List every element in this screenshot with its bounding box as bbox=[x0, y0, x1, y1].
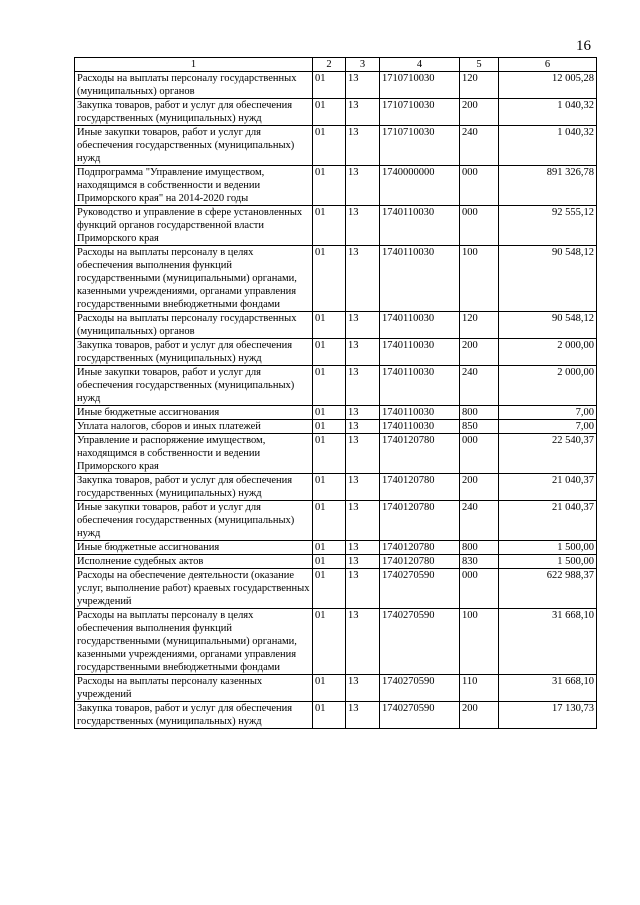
row-target-article-cell: 1740270590 bbox=[380, 609, 460, 675]
row-expense-type-cell: 240 bbox=[460, 126, 499, 166]
row-name-cell: Иные бюджетные ассигнования bbox=[75, 406, 313, 420]
row-expense-type-cell: 120 bbox=[460, 312, 499, 339]
row-expense-type-cell: 100 bbox=[460, 609, 499, 675]
table-row bbox=[75, 702, 597, 729]
row-name-cell: Расходы на выплаты персоналу казенных учреждений bbox=[75, 675, 313, 702]
row-target-article-cell: 1740110030 bbox=[380, 420, 460, 434]
row-subsection-cell: 13 bbox=[346, 474, 380, 501]
row-subsection-cell: 13 bbox=[346, 675, 380, 702]
row-expense-type-cell: 200 bbox=[460, 474, 499, 501]
row-expense-type-cell: 000 bbox=[460, 569, 499, 609]
table-row bbox=[75, 166, 597, 206]
row-section-cell: 01 bbox=[313, 501, 346, 541]
row-subsection-cell: 13 bbox=[346, 569, 380, 609]
table-row bbox=[75, 609, 597, 675]
table-row bbox=[75, 569, 597, 609]
row-section-cell: 01 bbox=[313, 569, 346, 609]
row-target-article-cell: 1740000000 bbox=[380, 166, 460, 206]
row-subsection-cell: 13 bbox=[346, 312, 380, 339]
row-expense-type-cell: 120 bbox=[460, 72, 499, 99]
row-amount-cell: 21 040,37 bbox=[499, 501, 597, 541]
column-header: 5 bbox=[460, 58, 499, 72]
row-name-cell: Исполнение судебных актов bbox=[75, 555, 313, 569]
row-name-cell: Расходы на обеспечение деятельности (оказание услуг, выполнение работ) краевых государственных учреждений bbox=[75, 569, 313, 609]
row-name-cell: Расходы на выплаты персоналу в целях обеспечения выполнения функций государственными (муниципальными) органами, казенными учреждениями, органами управления государственными внебюджетными фондами bbox=[75, 609, 313, 675]
header-row bbox=[75, 58, 597, 72]
row-amount-cell: 2 000,00 bbox=[499, 339, 597, 366]
row-section-cell: 01 bbox=[313, 99, 346, 126]
column-header: 1 bbox=[75, 58, 313, 72]
row-subsection-cell: 13 bbox=[346, 339, 380, 366]
row-expense-type-cell: 200 bbox=[460, 702, 499, 729]
row-expense-type-cell: 800 bbox=[460, 406, 499, 420]
row-subsection-cell: 13 bbox=[346, 99, 380, 126]
row-section-cell: 01 bbox=[313, 366, 346, 406]
row-subsection-cell: 13 bbox=[346, 420, 380, 434]
row-target-article-cell: 1740120780 bbox=[380, 474, 460, 501]
row-target-article-cell: 1740110030 bbox=[380, 406, 460, 420]
row-section-cell: 01 bbox=[313, 555, 346, 569]
table-row bbox=[75, 420, 597, 434]
row-expense-type-cell: 100 bbox=[460, 246, 499, 312]
row-section-cell: 01 bbox=[313, 609, 346, 675]
row-target-article-cell: 1740120780 bbox=[380, 555, 460, 569]
row-target-article-cell: 1740270590 bbox=[380, 702, 460, 729]
row-target-article-cell: 1740270590 bbox=[380, 569, 460, 609]
table-row bbox=[75, 406, 597, 420]
column-header: 3 bbox=[346, 58, 380, 72]
row-name-cell: Закупка товаров, работ и услуг для обеспечения государственных (муниципальных) нужд bbox=[75, 474, 313, 501]
row-section-cell: 01 bbox=[313, 206, 346, 246]
row-name-cell: Уплата налогов, сборов и иных платежей bbox=[75, 420, 313, 434]
row-name-cell: Расходы на выплаты персоналу в целях обеспечения выполнения функций государственными (муниципальными) органами, казенными учреждениями, органами управления государственными внебюджетными фондами bbox=[75, 246, 313, 312]
row-target-article-cell: 1710710030 bbox=[380, 126, 460, 166]
row-subsection-cell: 13 bbox=[346, 72, 380, 99]
row-section-cell: 01 bbox=[313, 474, 346, 501]
row-amount-cell: 7,00 bbox=[499, 406, 597, 420]
row-expense-type-cell: 200 bbox=[460, 99, 499, 126]
column-header: 6 bbox=[499, 58, 597, 72]
row-target-article-cell: 1710710030 bbox=[380, 99, 460, 126]
row-target-article-cell: 1740120780 bbox=[380, 501, 460, 541]
row-amount-cell: 90 548,12 bbox=[499, 312, 597, 339]
row-section-cell: 01 bbox=[313, 166, 346, 206]
row-section-cell: 01 bbox=[313, 406, 346, 420]
row-target-article-cell: 1740120780 bbox=[380, 541, 460, 555]
row-amount-cell: 1 040,32 bbox=[499, 126, 597, 166]
table-row bbox=[75, 72, 597, 99]
table-row bbox=[75, 474, 597, 501]
row-section-cell: 01 bbox=[313, 702, 346, 729]
table-row bbox=[75, 246, 597, 312]
row-subsection-cell: 13 bbox=[346, 702, 380, 729]
row-target-article-cell: 1740120780 bbox=[380, 434, 460, 474]
table-row bbox=[75, 366, 597, 406]
row-expense-type-cell: 000 bbox=[460, 166, 499, 206]
row-amount-cell: 22 540,37 bbox=[499, 434, 597, 474]
row-section-cell: 01 bbox=[313, 246, 346, 312]
row-amount-cell: 31 668,10 bbox=[499, 675, 597, 702]
row-expense-type-cell: 240 bbox=[460, 366, 499, 406]
row-expense-type-cell: 240 bbox=[460, 501, 499, 541]
table-row bbox=[75, 99, 597, 126]
row-expense-type-cell: 110 bbox=[460, 675, 499, 702]
row-name-cell: Управление и распоряжение имуществом, находящимся в собственности и ведении Приморского края bbox=[75, 434, 313, 474]
row-target-article-cell: 1740270590 bbox=[380, 675, 460, 702]
row-amount-cell: 891 326,78 bbox=[499, 166, 597, 206]
row-section-cell: 01 bbox=[313, 339, 346, 366]
budget-table bbox=[74, 57, 597, 729]
row-name-cell: Расходы на выплаты персоналу государственных (муниципальных) органов bbox=[75, 72, 313, 99]
row-amount-cell: 90 548,12 bbox=[499, 246, 597, 312]
row-amount-cell: 7,00 bbox=[499, 420, 597, 434]
row-subsection-cell: 13 bbox=[346, 501, 380, 541]
row-subsection-cell: 13 bbox=[346, 609, 380, 675]
row-target-article-cell: 1710710030 bbox=[380, 72, 460, 99]
row-amount-cell: 1 040,32 bbox=[499, 99, 597, 126]
row-amount-cell: 1 500,00 bbox=[499, 541, 597, 555]
column-header: 4 bbox=[380, 58, 460, 72]
row-amount-cell: 31 668,10 bbox=[499, 609, 597, 675]
row-name-cell: Иные закупки товаров, работ и услуг для обеспечения государственных (муниципальных) нужд bbox=[75, 366, 313, 406]
row-name-cell: Закупка товаров, работ и услуг для обеспечения государственных (муниципальных) нужд bbox=[75, 702, 313, 729]
row-subsection-cell: 13 bbox=[346, 166, 380, 206]
row-name-cell: Закупка товаров, работ и услуг для обеспечения государственных (муниципальных) нужд bbox=[75, 339, 313, 366]
row-subsection-cell: 13 bbox=[346, 246, 380, 312]
table-row bbox=[75, 675, 597, 702]
row-subsection-cell: 13 bbox=[346, 555, 380, 569]
row-target-article-cell: 1740110030 bbox=[380, 366, 460, 406]
row-target-article-cell: 1740110030 bbox=[380, 312, 460, 339]
row-subsection-cell: 13 bbox=[346, 541, 380, 555]
row-expense-type-cell: 850 bbox=[460, 420, 499, 434]
row-amount-cell: 1 500,00 bbox=[499, 555, 597, 569]
row-name-cell: Расходы на выплаты персоналу государственных (муниципальных) органов bbox=[75, 312, 313, 339]
table-row bbox=[75, 555, 597, 569]
row-name-cell: Подпрограмма "Управление имуществом, находящимся в собственности и ведении Приморского края" на 2014-2020 годы bbox=[75, 166, 313, 206]
row-section-cell: 01 bbox=[313, 72, 346, 99]
row-amount-cell: 21 040,37 bbox=[499, 474, 597, 501]
table-row bbox=[75, 541, 597, 555]
row-amount-cell: 92 555,12 bbox=[499, 206, 597, 246]
row-expense-type-cell: 200 bbox=[460, 339, 499, 366]
row-name-cell: Иные закупки товаров, работ и услуг для обеспечения государственных (муниципальных) нужд bbox=[75, 501, 313, 541]
row-subsection-cell: 13 bbox=[346, 126, 380, 166]
row-expense-type-cell: 800 bbox=[460, 541, 499, 555]
row-section-cell: 01 bbox=[313, 420, 346, 434]
row-name-cell: Иные бюджетные ассигнования bbox=[75, 541, 313, 555]
page-number: 16 bbox=[576, 38, 591, 54]
table-row bbox=[75, 312, 597, 339]
table-row bbox=[75, 339, 597, 366]
row-amount-cell: 622 988,37 bbox=[499, 569, 597, 609]
row-expense-type-cell: 830 bbox=[460, 555, 499, 569]
row-target-article-cell: 1740110030 bbox=[380, 246, 460, 312]
row-subsection-cell: 13 bbox=[346, 434, 380, 474]
table-row bbox=[75, 126, 597, 166]
row-subsection-cell: 13 bbox=[346, 366, 380, 406]
row-name-cell: Закупка товаров, работ и услуг для обеспечения государственных (муниципальных) нужд bbox=[75, 99, 313, 126]
row-section-cell: 01 bbox=[313, 541, 346, 555]
row-amount-cell: 17 130,73 bbox=[499, 702, 597, 729]
row-section-cell: 01 bbox=[313, 126, 346, 166]
row-amount-cell: 12 005,28 bbox=[499, 72, 597, 99]
row-target-article-cell: 1740110030 bbox=[380, 206, 460, 246]
table-row bbox=[75, 206, 597, 246]
row-expense-type-cell: 000 bbox=[460, 434, 499, 474]
table-row bbox=[75, 434, 597, 474]
row-expense-type-cell: 000 bbox=[460, 206, 499, 246]
row-section-cell: 01 bbox=[313, 675, 346, 702]
row-target-article-cell: 1740110030 bbox=[380, 339, 460, 366]
row-amount-cell: 2 000,00 bbox=[499, 366, 597, 406]
row-subsection-cell: 13 bbox=[346, 206, 380, 246]
column-header: 2 bbox=[313, 58, 346, 72]
row-section-cell: 01 bbox=[313, 434, 346, 474]
row-section-cell: 01 bbox=[313, 312, 346, 339]
row-subsection-cell: 13 bbox=[346, 406, 380, 420]
row-name-cell: Руководство и управление в сфере установленных функций органов государственной власти Приморского края bbox=[75, 206, 313, 246]
table-row bbox=[75, 501, 597, 541]
row-name-cell: Иные закупки товаров, работ и услуг для обеспечения государственных (муниципальных) нужд bbox=[75, 126, 313, 166]
